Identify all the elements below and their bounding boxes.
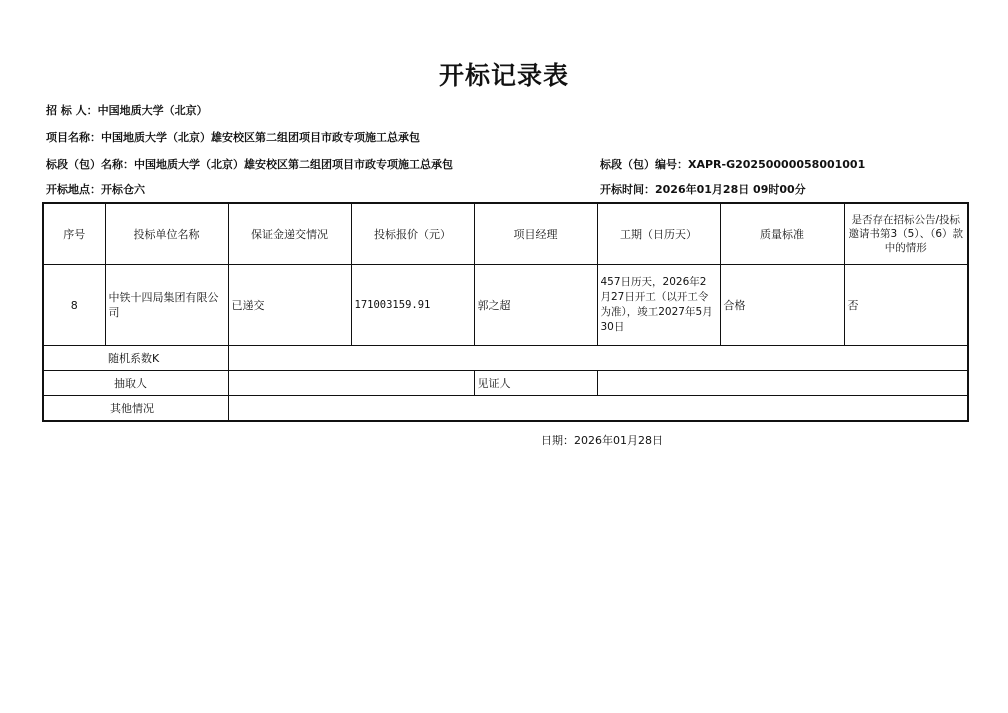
project-name-label: 项目名称： bbox=[46, 131, 101, 144]
project-name-line bbox=[46, 129, 420, 145]
header-situation: 是否存在招标公告/投标邀请书第3（5）、（6）款中的情形 bbox=[844, 203, 968, 265]
project-name-value: 中国地质大学（北京）雄安校区第二组团项目市政专项施工总承包 bbox=[101, 131, 420, 144]
bid-opening-table bbox=[42, 202, 969, 422]
section-name-label: 标段（包）名称： bbox=[46, 158, 134, 171]
opening-time-label: 开标时间： bbox=[600, 183, 655, 196]
header-deposit: 保证金递交情况 bbox=[228, 203, 351, 265]
drawer-label: 抽取人 bbox=[43, 371, 228, 396]
header-duration: 工期（日历天） bbox=[597, 203, 720, 265]
cell-quality: 合格 bbox=[720, 265, 844, 346]
section-name-line bbox=[46, 156, 453, 172]
cell-price: 171003159.91 bbox=[351, 265, 474, 346]
table-row bbox=[43, 265, 968, 346]
cell-manager: 郭之超 bbox=[474, 265, 597, 346]
tenderer-value: 中国地质大学（北京） bbox=[97, 104, 208, 117]
cell-seq: 8 bbox=[43, 265, 105, 346]
opening-time-value: 2026年01月28日 09时00分 bbox=[655, 183, 806, 196]
witness-label: 见证人 bbox=[474, 371, 597, 396]
header-seq: 序号 bbox=[43, 203, 105, 265]
section-number-line bbox=[600, 156, 865, 172]
location-line bbox=[46, 181, 145, 197]
witness-value bbox=[597, 371, 968, 396]
header-manager: 项目经理 bbox=[474, 203, 597, 265]
page-title: 开标记录表 bbox=[438, 61, 569, 90]
header-bidder: 投标单位名称 bbox=[105, 203, 228, 265]
header-quality: 质量标准 bbox=[720, 203, 844, 265]
cell-duration: 457日历天，2026年2月27日开工（以开工令为准），竣工2027年5月30日 bbox=[597, 265, 720, 346]
location-label: 开标地点： bbox=[46, 183, 101, 196]
tenderer-label: 招 标 人： bbox=[46, 104, 98, 117]
section-name-value: 中国地质大学（北京）雄安校区第二组团项目市政专项施工总承包 bbox=[134, 158, 453, 171]
header-price: 投标报价（元） bbox=[351, 203, 474, 265]
footer-date: 日期：2026年01月28日 bbox=[541, 434, 663, 447]
table-header-row bbox=[43, 203, 968, 265]
random-coef-value bbox=[228, 346, 968, 371]
drawer-row bbox=[43, 371, 968, 396]
cell-deposit: 已递交 bbox=[228, 265, 351, 346]
section-number-value: XAPR-G20250000058001001 bbox=[688, 158, 866, 171]
cell-situation: 否 bbox=[844, 265, 968, 346]
tenderer-line bbox=[46, 102, 208, 118]
drawer-value bbox=[228, 371, 474, 396]
opening-time-line bbox=[600, 181, 806, 197]
other-row bbox=[43, 396, 968, 422]
other-value bbox=[228, 396, 968, 422]
other-label: 其他情况 bbox=[43, 396, 228, 422]
cell-bidder: 中铁十四局集团有限公司 bbox=[105, 265, 228, 346]
location-value: 开标仓六 bbox=[101, 183, 145, 196]
section-number-label: 标段（包）编号： bbox=[600, 158, 688, 171]
random-coef-row bbox=[43, 346, 968, 371]
random-coef-label: 随机系数K bbox=[43, 346, 228, 371]
